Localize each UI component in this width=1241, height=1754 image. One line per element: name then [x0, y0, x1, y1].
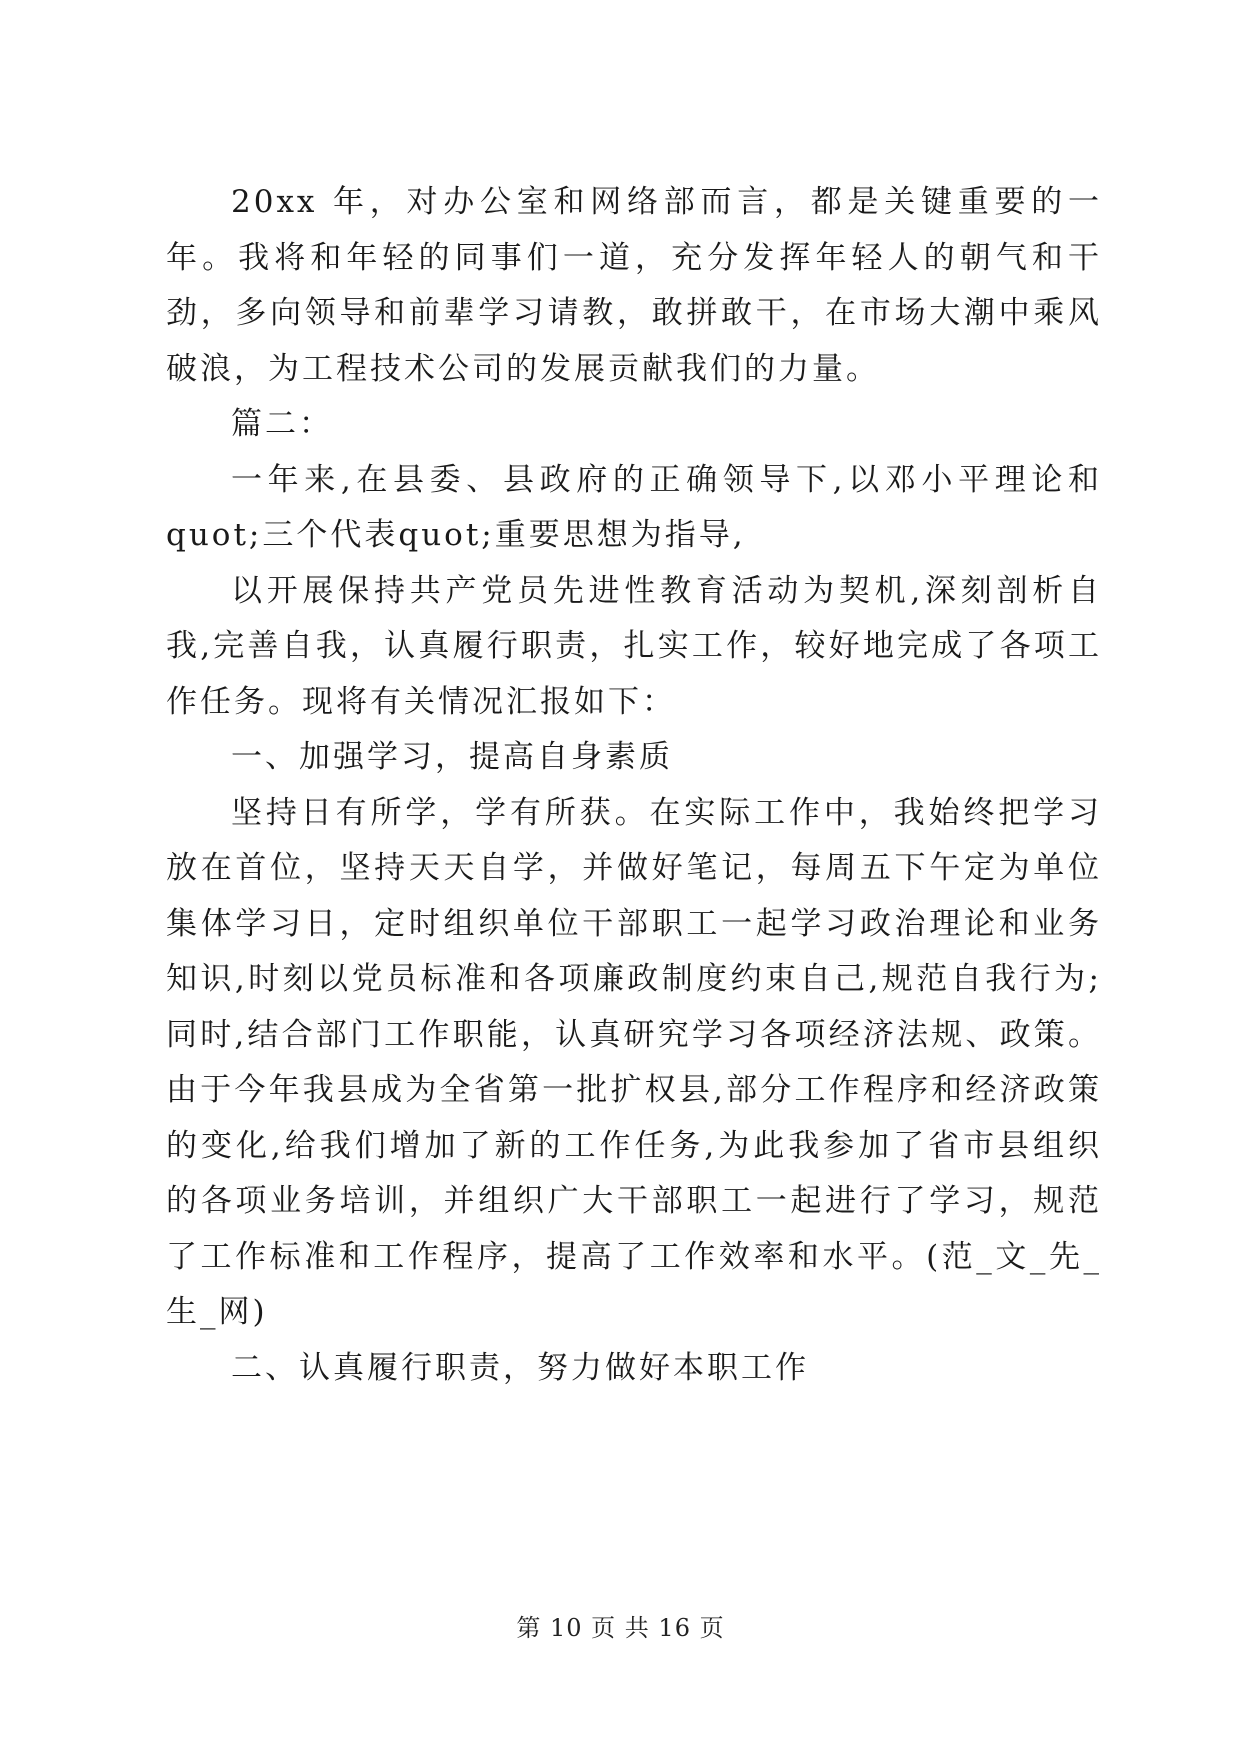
document-body: [166, 175, 1102, 1396]
section-heading-part-two: 篇二：: [231, 406, 333, 442]
page-footer: 第 10 页 共 16 页: [516, 1614, 725, 1642]
heading-perform-duties: 二、认真履行职责，努力做好本职工作: [231, 1349, 809, 1386]
paragraph-study-details: 坚持日有所学，学有所获。在实际工作中，我始终把学习放在首位，坚持天天自学，并做好笔记，每周五下午定为单位集体学习日，定时组织单位干部职工一起学习政治理论和业务知识,时刻以党员标准和各项廉政制度约束自己,规范自我行为;同时,结合部门工作职能，认真研究学习各项经济法规、政策。由于今年我县成为全省第一批扩权县,部分工作程序和经济政策的变化,给我们增加了新的工作任务,为此我参加了省市县组织的各项业务培训，并组织广大干部职工一起进行了学习，规范了工作标准和工作程序，提高了工作效率和水平。(范_文_先_生_网): [166, 794, 1102, 1330]
paragraph-intro: 一年来,在县委、县政府的正确领导下,以邓小平理论和quot;三个代表quot;重要思想为指导,: [166, 461, 1102, 553]
paragraph-conclusion: 20xx 年，对办公室和网络部而言，都是关键重要的一年。我将和年轻的同事们一道，充分发挥年轻人的朝气和干劲，多向领导和前辈学习请教，敢拼敢干，在市场大潮中乘风破浪，为工程技术公司的发展贡献我们的力量。: [166, 184, 1102, 387]
paragraph-intro-continued: 以开展保持共产党员先进性教育活动为契机,深刻剖析自我,完善自我，认真履行职责，扎实工作，较好地完成了各项工作任务。现将有关情况汇报如下：: [166, 572, 1102, 720]
heading-strengthen-study: 一、加强学习，提高自身素质: [231, 739, 673, 775]
